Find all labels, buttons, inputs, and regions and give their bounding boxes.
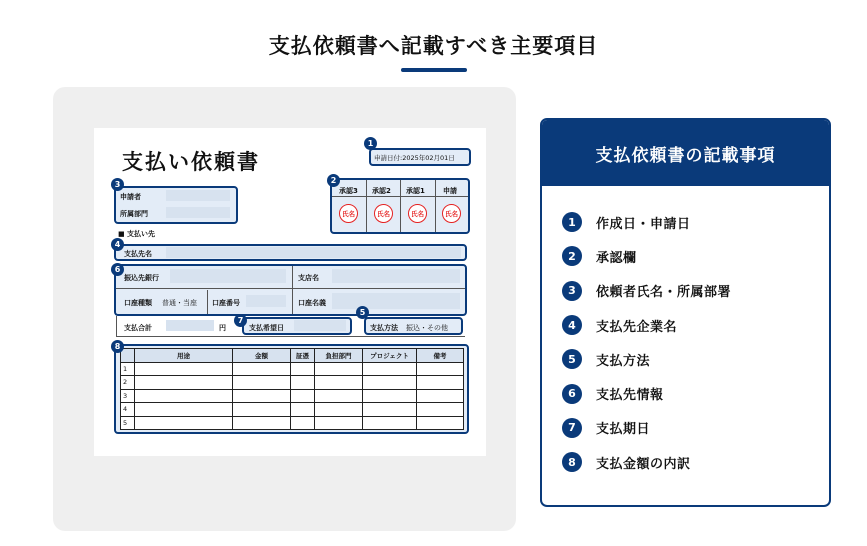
column-header: 備考 [417, 349, 464, 363]
card-item-list [562, 205, 731, 479]
document-title: 支払い依頼書 [122, 150, 260, 174]
column-header: 金額 [233, 349, 291, 363]
number-badge: 8 [562, 452, 582, 472]
item-label: 支払先情報 [596, 388, 664, 404]
number-badge: 5 [562, 349, 582, 369]
approval-header-1: 承認1 [406, 187, 425, 195]
application-stamp: 氏名 [442, 204, 461, 223]
badge-1: 1 [364, 137, 377, 150]
list-item [562, 205, 731, 239]
requester-label: 申請者 [120, 193, 141, 201]
account-type-value: 普通・当座 [162, 299, 197, 307]
number-badge: 7 [562, 418, 582, 438]
department-field [166, 207, 230, 218]
item-label: 支払金額の内訳 [596, 456, 691, 472]
item-label: 依頼者氏名・所属部署 [596, 285, 732, 301]
column-header: 負担部門 [315, 349, 363, 363]
table-row [121, 403, 464, 417]
title-underline [401, 68, 467, 72]
badge-6: 6 [111, 263, 124, 276]
column-header: 用途 [135, 349, 233, 363]
number-badge: 1 [562, 212, 582, 232]
list-item [562, 342, 731, 376]
table-header-row [121, 349, 464, 363]
list-item [562, 445, 731, 479]
row-number: 3 [121, 389, 135, 403]
payee-name-field [166, 247, 461, 258]
approval-header-apply: 申請 [443, 187, 457, 195]
table-row [121, 389, 464, 403]
payment-request-document [94, 128, 486, 456]
badge-2: 2 [327, 174, 340, 187]
number-badge: 3 [562, 281, 582, 301]
due-date-field [294, 320, 346, 331]
column-header: 証憑 [291, 349, 315, 363]
approval-header-3: 承認3 [339, 187, 358, 195]
row-number: 4 [121, 403, 135, 417]
application-date: 申請日付:2025年02月01日 [374, 154, 455, 162]
account-holder-label: 口座名義 [298, 299, 326, 307]
approval-stamp-1: 氏名 [408, 204, 427, 223]
number-badge: 6 [562, 384, 582, 404]
table-row [121, 362, 464, 376]
list-item [562, 239, 731, 273]
table-row [121, 376, 464, 390]
account-number-label: 口座番号 [212, 299, 240, 307]
badge-8: 8 [111, 340, 124, 353]
badge-7: 7 [234, 314, 247, 327]
badge-4: 4 [111, 238, 124, 251]
badge-5: 5 [356, 306, 369, 319]
payment-method-value: 振込・その他 [406, 324, 448, 332]
number-badge: 2 [562, 246, 582, 266]
list-item [562, 376, 731, 410]
approval-header-2: 承認2 [372, 187, 391, 195]
due-date-label: 支払希望日 [249, 324, 284, 332]
row-number: 1 [121, 362, 135, 376]
payee-section-label: ■ 支払い先 [118, 230, 156, 238]
branch-field [332, 269, 460, 283]
approval-stamp-2: 氏名 [374, 204, 393, 223]
account-holder-field [332, 293, 460, 309]
page-title: 支払依頼書へ記載すべき主要項目 [268, 34, 599, 58]
list-item [562, 274, 731, 308]
department-label: 所属部門 [120, 210, 148, 218]
requester-field [166, 190, 230, 201]
item-label: 承認欄 [596, 250, 637, 266]
account-type-label: 口座種類 [124, 299, 152, 307]
list-item [562, 411, 731, 445]
yen-label: 円 [219, 324, 226, 332]
branch-label: 支店名 [298, 274, 319, 282]
total-label: 支払合計 [124, 324, 152, 332]
bank-label: 振込先銀行 [124, 274, 159, 282]
item-label: 支払方法 [596, 353, 651, 369]
row-number: 5 [121, 416, 135, 430]
account-number-field [246, 295, 286, 307]
row-number: 2 [121, 376, 135, 390]
number-badge: 4 [562, 315, 582, 335]
badge-3: 3 [111, 178, 124, 191]
list-item [562, 308, 731, 342]
bank-field [170, 269, 286, 283]
column-header: プロジェクト [363, 349, 417, 363]
table-row [121, 416, 464, 430]
item-label: 支払期日 [596, 422, 651, 438]
payee-name-label: 支払先名 [124, 250, 152, 258]
approval-stamp-3: 氏名 [339, 204, 358, 223]
payment-method-label: 支払方法 [370, 324, 398, 332]
card-title: 支払依頼書の記載事項 [542, 120, 829, 186]
item-label: 支払先企業名 [596, 319, 678, 335]
item-label: 作成日・申請日 [596, 216, 691, 232]
items-card [540, 118, 831, 507]
breakdown-table [120, 348, 464, 430]
total-field [166, 320, 214, 331]
